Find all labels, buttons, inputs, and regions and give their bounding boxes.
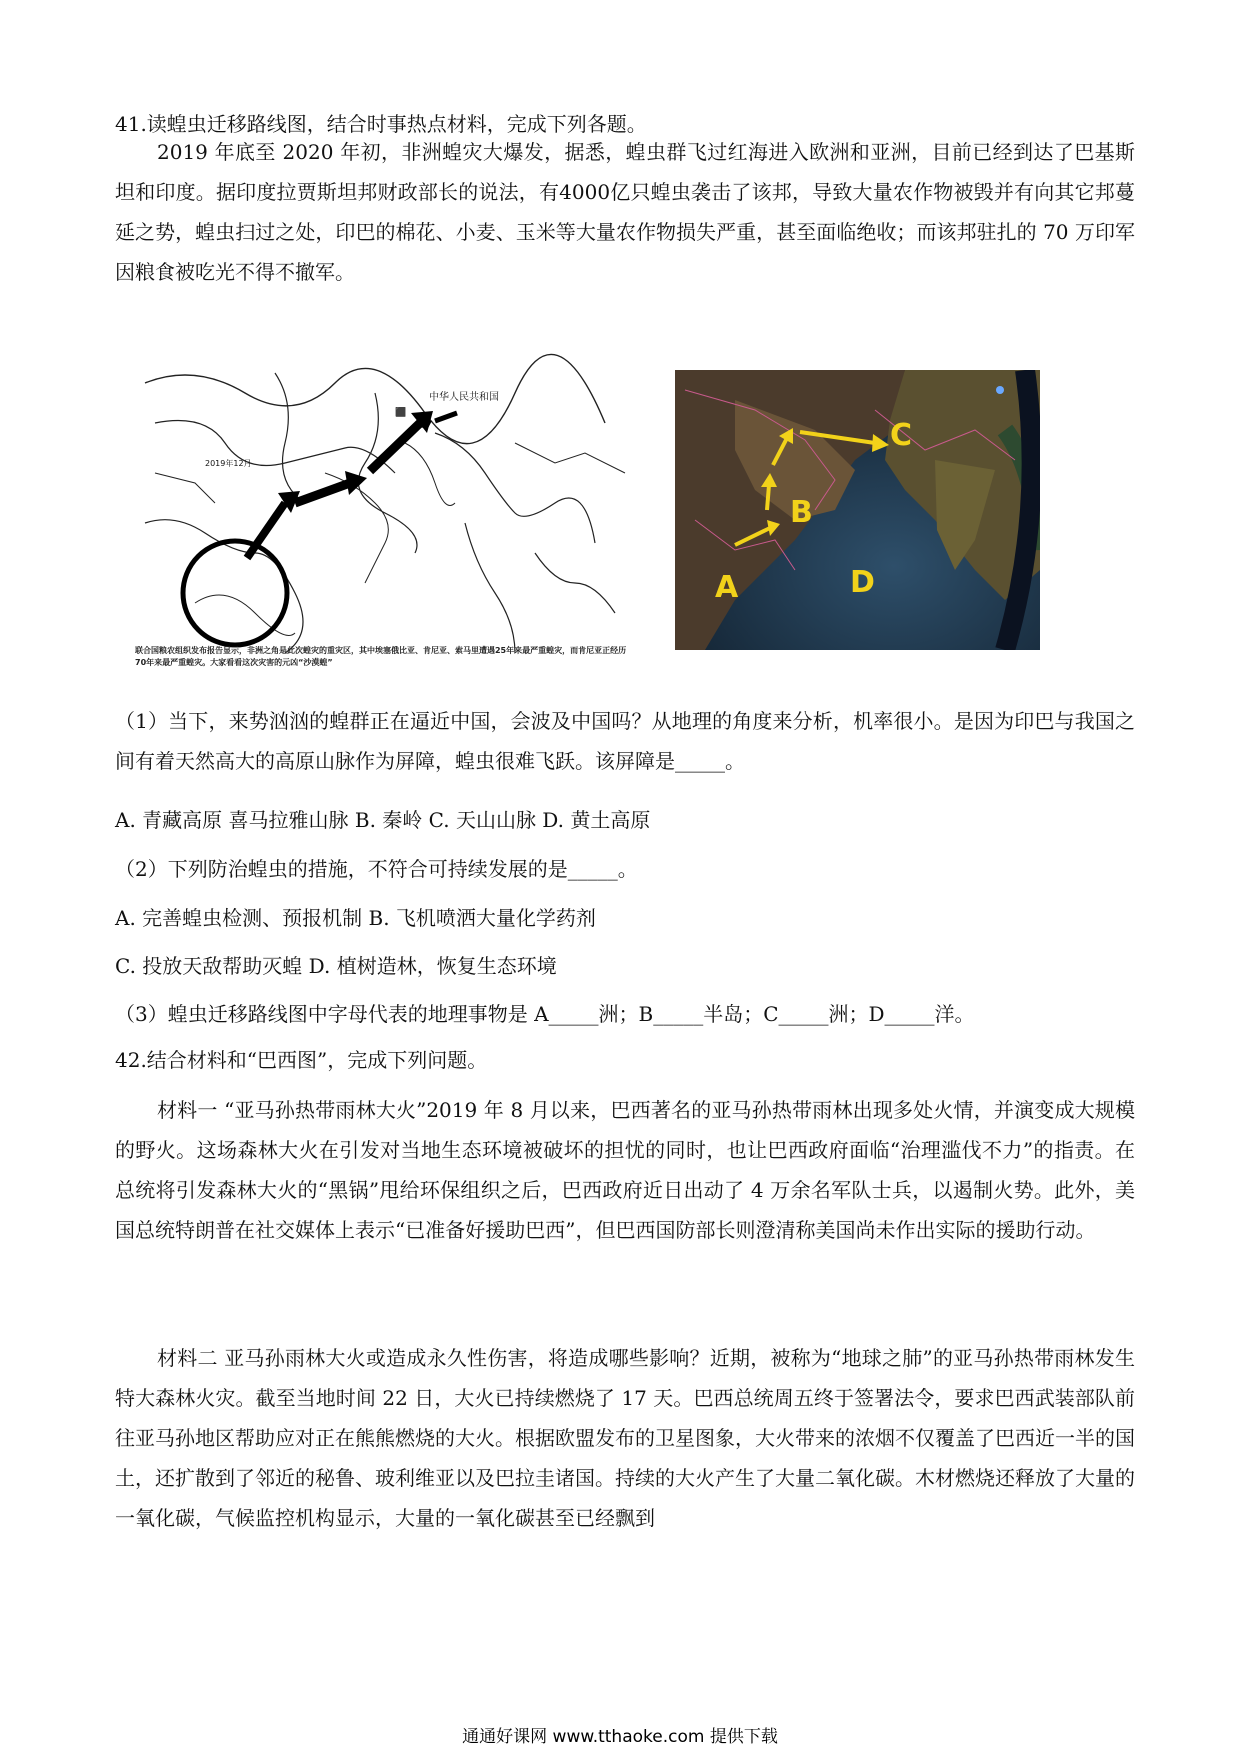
sub-question-1-stem: （1）当下，来势汹汹的蝗群正在逼近中国，会波及中国吗？从地理的角度来分析，机率很小。是因为印巴与我国之间有着天然高大的高原山脉作为屏障，蝗虫很难飞跃。该屏障是_____。	[115, 709, 1135, 773]
sub-question-2-options-line2: C. 投放天敌帮助灭蝗 D. 植树造林，恢复生态环境	[115, 954, 557, 978]
question-42-title: 42.结合材料和“巴西图”，完成下列问题。	[115, 1048, 488, 1072]
label-a: A	[715, 570, 739, 605]
label-b: B	[790, 495, 813, 530]
satellite-map	[675, 370, 1040, 650]
question-42-material-2: 材料二 亚马孙雨林大火或造成永久性伤害，将造成哪些影响？近期，被称为“地球之肺”的亚马孙热带雨林发生特大森林火灾。截至当地时间 22 日，大火已持续燃烧了 17 天。巴西总统周五终于签署法令，要求巴西武装部队前往亚马孙地区帮助应对正在熊熊燃烧的大火。根据欧盟发布的卫星图象，大火带来的浓烟不仅覆盖了巴西近一半的国土，还扩散到了邻近的秘鲁、玻利维亚以及巴拉圭诸国。持续的大火产生了大量二氧化碳。木材燃烧还释放了大量的一氧化碳，气候监控机构显示，大量的一氧化碳甚至已经飘到	[115, 1346, 1135, 1530]
sub-question-2-stem: （2）下列防治蝗虫的措施，不符合可持续发展的是_____。	[115, 857, 638, 881]
locust-route-map-drawing	[135, 353, 635, 683]
svg-text:▰: ▰	[418, 413, 432, 434]
label-c: C	[890, 418, 913, 453]
svg-text:⬛: ⬛	[395, 408, 407, 418]
satellite-map-drawing	[675, 370, 1040, 650]
question-42-material-1: 材料一 “亚马孙热带雨林大火”2019 年 8 月以来，巴西著名的亚马孙热带雨林出现多处火情，并演变成大规模的野火。这场森林大火在引发对当地生态环境被破坏的担忧的同时，也让巴西政府面临“治理滥伐不力”的指责。在总统将引发森林大火的“黑锅”甩给环保组织之后，巴西政府近日出动了 4 万余名军队士兵，以遏制火势。此外，美国总统特朗普在社交媒体上表示“已准备好援助巴西”，但巴西国防部长则澄清称美国尚未作出实际的援助行动。	[115, 1098, 1135, 1242]
label-d: D	[850, 565, 875, 600]
country-label: 中华人民共和国	[429, 392, 499, 403]
map-caption: 联合国粮农组织发布报告显示，非洲之角是此次蝗灾的重灾区，其中埃塞俄比亚、肯尼亚、索马里遭遇25年来最严重蝗灾，而肯尼亚正经历70年来最严重蝗灾。大家看看这次灾害的元凶“沙漠蝗”	[135, 646, 627, 667]
sub-question-2-options-line1: A. 完善蝗虫检测、预报机制 B. 飞机喷洒大量化学药剂	[115, 906, 596, 930]
date-label: 2019年12月	[205, 459, 252, 468]
page-footer: 通通好课网 www.tthaoke.com 提供下载	[462, 1727, 778, 1747]
question-41-material: 2019 年底至 2020 年初，非洲蝗灾大爆发，据悉，蝗虫群飞过红海进入欧洲和亚洲，目前已经到达了巴基斯坦和印度。据印度拉贾斯坦邦财政部长的说法，有4000亿只蝗虫袭击了该邦，导致大量农作物被毁并有向其它邦蔓延之势，蝗虫扫过之处，印巴的棉花、小麦、玉米等大量农作物损失严重，甚至面临绝收；而该邦驻扎的 70 万印军因粮食被吃光不得不撤军。	[115, 140, 1135, 284]
locust-route-map	[135, 353, 635, 683]
sub-question-1-options: A. 青藏高原 喜马拉雅山脉 B. 秦岭 C. 天山山脉 D. 黄土高原	[115, 808, 651, 832]
sub-question-3-stem: （3）蝗虫迁移路线图中字母代表的地理事物是 A_____洲；B_____半岛；C_____洲；D_____洋。	[115, 1002, 975, 1026]
question-41-title: 41.读蝗虫迁移路线图，结合时事热点材料，完成下列各题。	[115, 112, 647, 136]
